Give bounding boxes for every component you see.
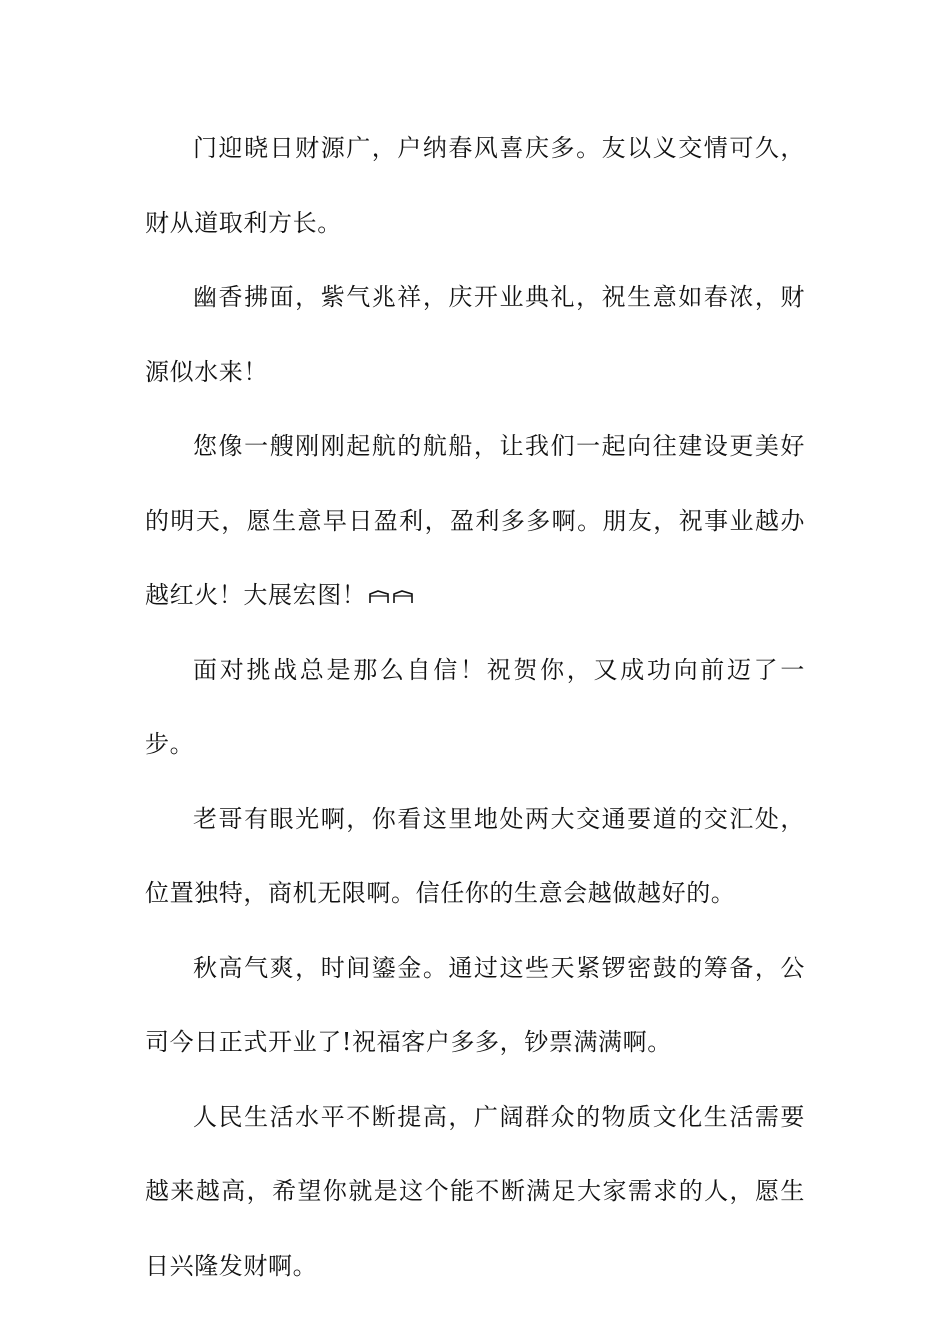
paragraph-2: 幽香拂面，紫气兆祥，庆开业典礼，祝生意如春浓，财源似水来！ (145, 283, 805, 386)
paragraph-6: 秋高气爽，时间鎏金。通过这些天紧锣密鼓的筹备，公司今日正式开业了!祝福客户多多，钞票满满啊。 (145, 953, 805, 1056)
paragraph-5: 老哥有眼光啊，你看这里地处两大交通要道的交汇处，位置独特，商机无限啊。信任你的生意会越做越好的。 (145, 804, 805, 907)
garbled-glyph-icon (368, 590, 416, 604)
paragraph-7: 人民生活水平不断提高，广阔群众的物质文化生活需要越来越高，希望你就是这个能不断满足大家需求的人，愿生日兴隆发财啊。 (145, 1102, 805, 1280)
paragraph-1: 门迎晓日财源广，户纳春风喜庆多。友以义交情可久，财从道取利方长。 (145, 134, 805, 237)
paragraph-4: 面对挑战总是那么自信！祝贺你，又成功向前迈了一步。 (145, 655, 805, 758)
paragraph-3 (145, 409, 805, 633)
paragraph-3-text: 您像一艘刚刚起航的航船，让我们一起向往建设更美好的明天，愿生意早日盈利，盈利多多啊。朋友，祝事业越办越红火！大展宏图！ (145, 432, 805, 609)
